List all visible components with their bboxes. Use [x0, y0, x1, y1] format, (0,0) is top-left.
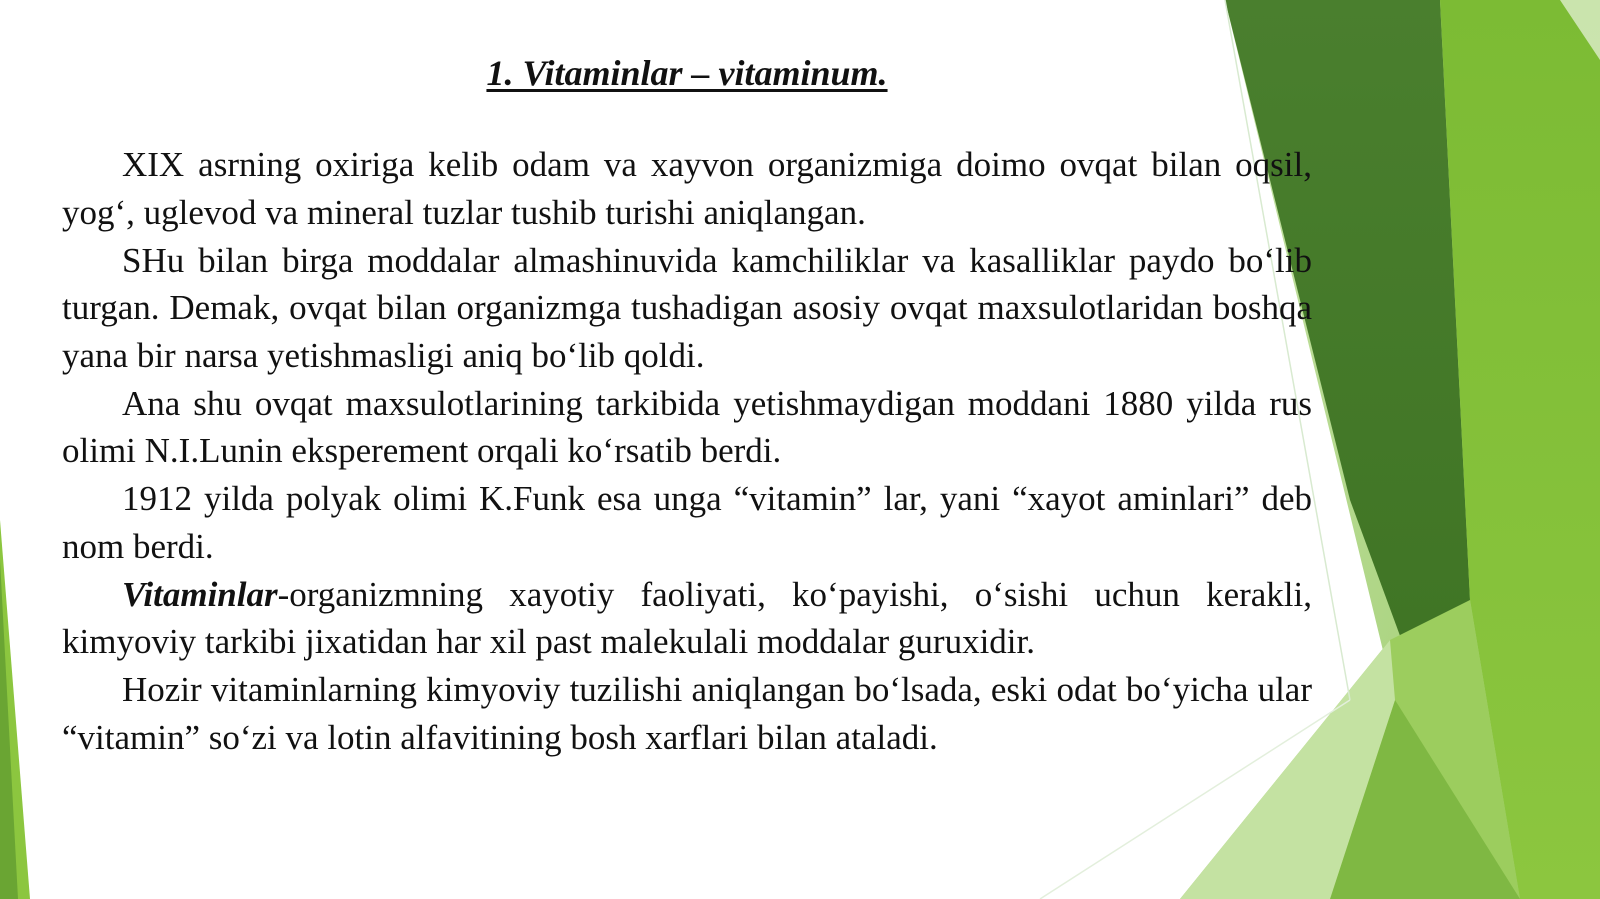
body-text	[62, 141, 1312, 761]
paragraph-1: XIX asrning oxiriga kelib odam va xayvon organizmiga doimo ovqat bilan oqsil, yog‘, uglevod va mineral tuzlar tushib turishi aniqlangan.	[62, 145, 1312, 232]
slide-title: 1. Vitaminlar – vitaminum.	[486, 53, 888, 93]
definition-term: Vitaminlar	[122, 574, 278, 614]
paragraph-2: SHu bilan birga moddalar almashinuvida kamchiliklar va kasalliklar paydo bo‘lib turgan. Demak, ovqat bilan organizmga tushadigan asosiy ovqat maxsulotlaridan boshqa yana bir narsa yetishmasligi aniq bo‘lib qoldi.	[62, 240, 1312, 375]
paragraph-5	[62, 571, 1312, 666]
paragraph-3: Ana shu ovqat maxsulotlarining tarkibida yetishmaydigan moddani 1880 yilda rus olimi N.I.Lunin eksperement orqali ko‘rsatib berdi.	[62, 383, 1312, 471]
paragraph-6: Hozir vitaminlarning kimyoviy tuzilishi aniqlangan bo‘lsada, eski odat bo‘yicha ular “vitamin” so‘zi va lotin alfavitining bosh xarflari bilan ataladi.	[62, 669, 1312, 757]
definition-text: -organizmning xayotiy faoliyati, ko‘payishi, o‘sishi uchun kerakli, kimyoviy tarkibi jixatidan har xil past malekulali moddalar guruxidir.	[62, 574, 1312, 662]
paragraph-4: 1912 yilda polyak olimi K.Funk esa unga “vitamin” lar, yani “xayot aminlari” deb nom berdi.	[62, 479, 1312, 566]
slide-content	[62, 52, 1312, 761]
